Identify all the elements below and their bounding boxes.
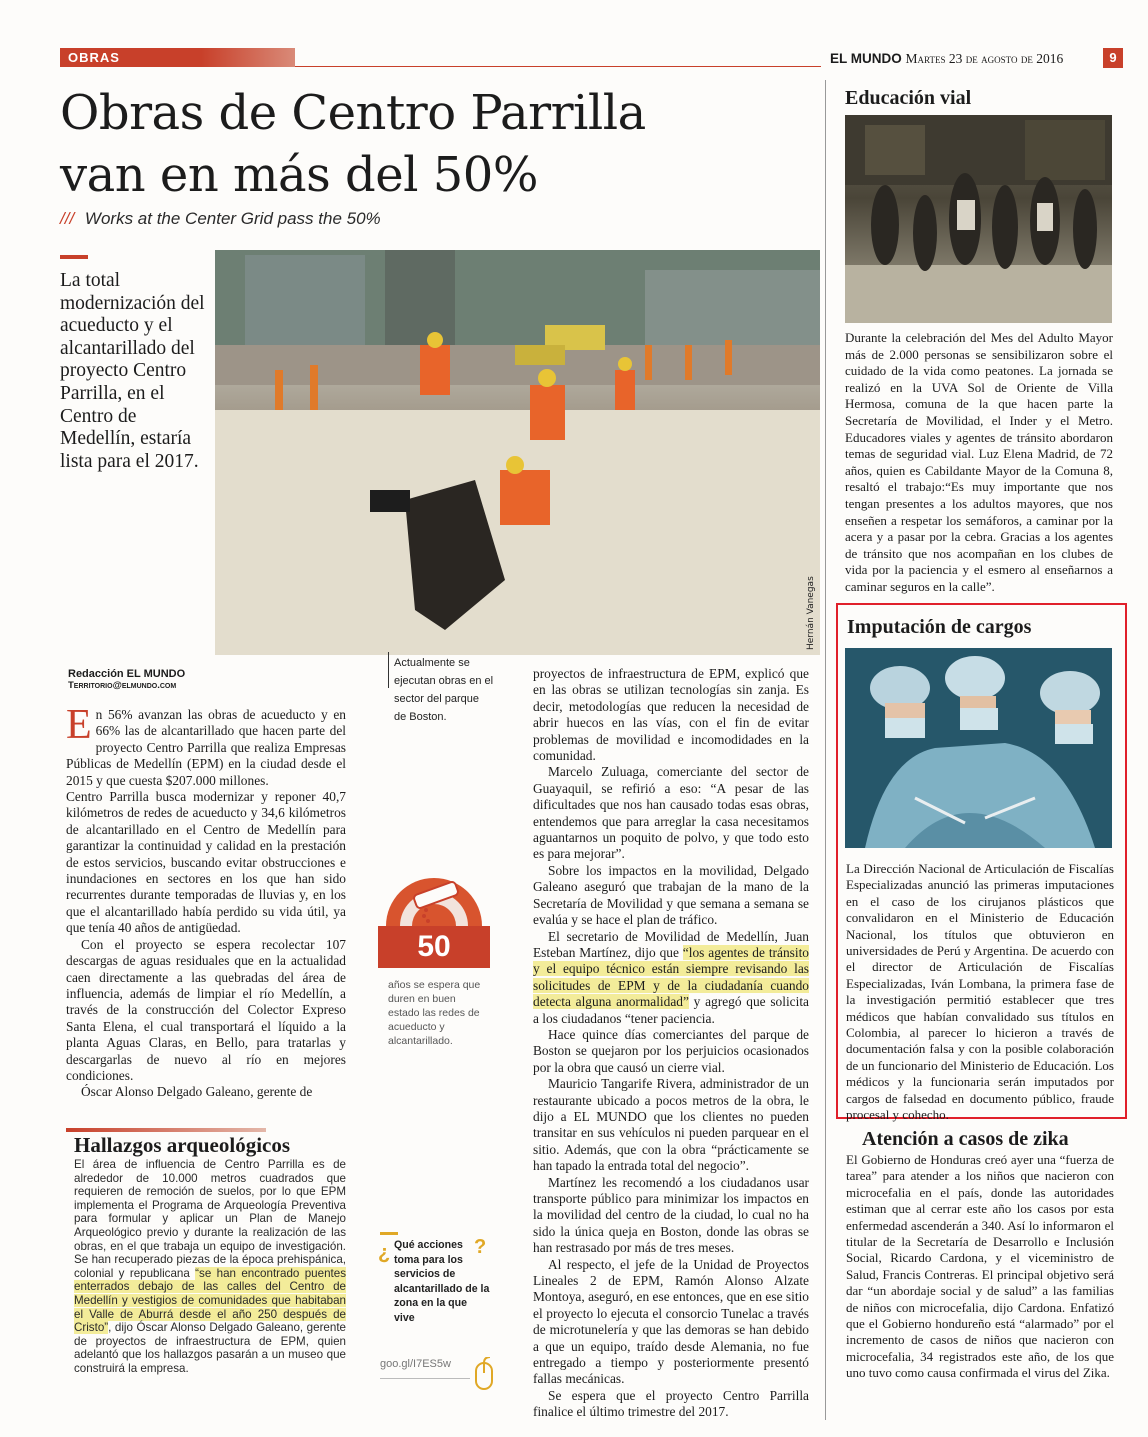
question-text: Qué acciones toma para los servicios de alcantarillado de la zona en la que vive	[394, 1239, 490, 1324]
mouse-icon	[474, 1357, 494, 1391]
paragraph: Con el proyecto se espera recolectar 107 descargas de aguas residuales que en la actualidad caen directamente a las quebradas del área de influencia, además de limpiar el río Medellín, a través de la construcción del Colector Expreso Santa Elena, el cual transportará el líquido a la planta Aguas Claras, en Bello, para tratarlas y descargarlas de nuevo al río en mejores condiciones.	[66, 936, 346, 1083]
paragraph: Martínez les recomendó a los ciudadanos usar transporte público para minimizar los impactos en la movilidad del centro de la ciudad, lo cual no ha sido la única queja en Boston, donde las obras se han restrasado por más de tres meses.	[533, 1174, 809, 1256]
zika-title: Atención a casos de zika	[862, 1128, 1069, 1150]
paragraph: Hace quince días comerciantes del parque de Boston se quejaron por los perjuicios ocasionados por la obra que causó un cierre vial.	[533, 1026, 809, 1075]
byline-email: Territorio@elmundo.com	[68, 680, 177, 691]
page-number-value: 9	[1109, 50, 1117, 65]
column-divider	[825, 80, 826, 1420]
headline-line-1: Obras de Centro Parrilla	[60, 85, 646, 141]
question-link[interactable]: goo.gl/I7ES5w	[380, 1358, 451, 1370]
pedestrians-photo	[845, 115, 1112, 323]
headline	[60, 82, 820, 206]
paragraph: E n 56% avanzan las obras de acueducto y en 66% las de alcantarillado que hacen parte del proyecto Centro Parrilla que realiza Empresas Públicas de Medellín (EPM) en la ciudad desde el 2015 y que cuesta $207.000 millones.	[66, 702, 346, 788]
question-rule	[380, 1232, 398, 1235]
paragraph: Centro Parrilla busca modernizar y reponer 40,7 kilómetros de redes de acueducto y 34,6 kilómetros de alcantarillado en el Centro de Medellín para garantizar la continuidad y calidad en la prestación de estos servicios, buscando evitar obstrucciones e inundaciones en sectores en los que han sido recurrentes durante temporadas de lluvias y, en los que el alcantarillado había perdido su vida útil, ya que tenía 40 años de antigüedad.	[66, 789, 346, 936]
link-underline	[380, 1378, 470, 1379]
surgeons-photo	[845, 648, 1112, 848]
photo-credit: Hernán Vanegas	[806, 576, 816, 650]
question-box	[376, 1232, 491, 1328]
section-rule	[295, 66, 821, 67]
vial-text: Durante la celebración del Mes del Adulto Mayor más de 2.000 personas se sensibilizaron sobre el cuidado de la vida como peatones. La jornada se realizó en la UVA Sol de Oriente de Villa Hermosa, comuna de la que hacen parte la Secretaría de Movilidad, el Inder y el Metro. Educadores viales y agentes de tránsito abordaron temas de seguridad vial. Luz Elena Madrid, de 72 años, quien es Cabildante Mayor de la Comuna 8, resaltó el trabajo:“Es muy importante que nos tengan presentes a los adultos mayores, que nos enseñen a respetar los semáforos, a caminar por la acera y a pasar por la cebra. Gracias a los agentes de tránsito que nos acompañan en los clubes de vida por la paciencia y el esmero al enseñarnos a caminar seguros en la calle”.	[845, 330, 1113, 594]
byline-author: Redacción EL MUNDO	[68, 668, 186, 680]
cargos-title: Imputación de cargos	[847, 616, 1032, 638]
article-column-1	[66, 702, 346, 1101]
highlighted-quote: “se han encontrado puentes enterrados debajo de las calles del Centro de Medellín y vestigios de comunidades que habitaban el Valle de Aburrá desde el año 250 después de Cristo”	[74, 1266, 346, 1335]
stat-graphic	[378, 830, 490, 980]
hallazgos-title: Hallazgos arqueológicos	[74, 1133, 291, 1157]
construction-photo-art	[215, 250, 820, 655]
stat-text: años se espera que duren en buen estado las redes de acueducto y alcantarillado.	[388, 979, 481, 1047]
highlighted-quote: “los agentes de tránsito y el equipo técnico están siempre revisando las solicitudes de EPM y de la ciudadanía cuando detecta alguna anormalidad”	[533, 944, 809, 1010]
construction-photo	[215, 250, 820, 655]
caption-rule	[388, 652, 389, 688]
paragraph: El secretario de Movilidad de Medellín, Juan Esteban Martínez, dijo que “los agentes de tránsito y el equipo técnico están siempre revisando las solicitudes de EPM y de la ciudadanía cuando detecta alguna anormalidad” y agregó que solicita a los ciudadanos “tener paciencia.	[533, 928, 809, 1026]
stat-number: 50	[417, 930, 451, 963]
masthead	[830, 50, 1100, 68]
vial-title: Educación vial	[845, 87, 972, 109]
photo-caption: Actualmente se ejecutan obras en el sector del parque de Boston.	[394, 657, 494, 723]
subtitle-slashes: ///	[60, 209, 75, 228]
paragraph: Mauricio Tangarife Rivera, administrador de un restaurante ubicado a pocos metros de la obra, le dijo a EL MUNDO que los clientes no pueden transitar en sus vehículos ni pueden parquear en el sitio. Además, que con la obra “prácticamente se han tapado la entrada total del negocio”.	[533, 1076, 809, 1174]
hallazgos-box	[66, 1128, 346, 1420]
subtitle-text: Works at the Center Grid pass the 50%	[84, 209, 381, 228]
subtitle	[60, 209, 660, 229]
article-column-3	[533, 666, 809, 1421]
zika-text: El Gobierno de Honduras creó ayer una “fuerza de tarea” para atender a los niños que nacieron con microcefalia en el país, donde las autoridades estiman que al cerrar este año los casos por esta enfermedad ascenderán a 340. Así lo informaron el titular de la Secretaría de Desarrollo e Inclusión Social, Ricardo Cardona, y el viceministro de Salud, Francis Contreras. El principal objetivo será dar “un abordaje social y de salud” a las familias de niños con microcefalia, dijo Cardona. Enfatizó que el Gobierno hondureño está “alarmado” por el incremento de casos de niños que nacieron con microcefalia, 34 registrados este año, de los que uno tuvo como causa confirmada el virus del Zika.	[846, 1152, 1114, 1381]
question-open-mark: ¿	[378, 1242, 391, 1264]
lede-rule	[60, 255, 88, 259]
byline	[68, 668, 298, 691]
paragraph: Al respecto, el jefe de la Unidad de Proyectos Lineales 2 de EPM, Ramón Alonso Alzate Montoya, aseguró, en ese entonces, que en ese sitio el proyecto lo ejecuta el consorcio Tunelac a través de microtunelería y que las demoras se han debido a que un equipo, traído desde Alemania, no fue entregado a tiempo y posteriormente presentó fallas mecánicas.	[533, 1256, 809, 1387]
hallazgos-text: El área de influencia de Centro Parrilla es de alrededor de 10.000 metros cuadrados que requieren de remoción de suelos, por lo que EPM implementa el Programa de Arqueología Preventiva para formular y aplicar un Plan de Manejo Arqueológico previo y durante la realización de las obras, en el que trabaja un equipo de investigación. Se han recuperado piezas de la época prehispánica, colonial y republicana “se han encontrado puentes enterrados debajo de las calles del Centro de Medellín y vestigios de comunidades que habitaban el Valle de Aburrá desde el año 250 después de Cristo”, dijo Óscar Alonso Delgado Galeano, gerente de proyectos de infraestructura de EPM, quien adelantó que los hallazgos pasarán a un museo que construirá la empresa.	[74, 1158, 346, 1375]
section-label: OBRAS	[68, 50, 120, 65]
issue-date: Martes 23 de agosto de 2016	[905, 51, 1064, 66]
paragraph: Sobre los impactos en la movilidad, Delgado Galeano aseguró que trabajan de la mano de la Secretaría de Movilidad y que semana a semana se evalúa y se hace el plan de tráfico.	[533, 862, 809, 928]
page-number	[1103, 48, 1123, 68]
question-close-mark: ?	[474, 1236, 487, 1258]
cargos-text: La Dirección Nacional de Articulación de Fiscalías Especializadas anunció las primeras imputaciones en el caso de los cirujanos plásticos que convalidaron en el Ministerio de Educación Nacional, los títulos que obtuvieron en universidades de Perú y Argentina. De acuerdo con el director de Articulación de Fiscalías Especializadas, Iván Lombana, la primera fase de la investigación permitió establecer que tres médicos que habían convalidado sus títulos en Colombia, al parecer lo hicieron a través de documentación falsa y con la posible colaboración de un funcionario del Ministerio de Educación. Los médicos y la funcionaria serán imputados por cargos de falsedad en documento público, fraude procesal y cohecho.	[846, 861, 1114, 1123]
drop-cap: E	[66, 702, 92, 748]
hallazgos-rule	[66, 832, 346, 837]
headline-line-2: van en más del 50%	[60, 147, 538, 203]
section-tag	[60, 48, 295, 67]
lede: La total modernización del acueducto y el alcantarillado del proyecto Centro Parrilla, en el Centro de Medellín, estaría lista para el 2017.	[60, 270, 205, 472]
paragraph: proyectos de infraestructura de EPM, explicó que en las obras se utilizan tecnologías sin zanja. Es decir, metodologías que reducen la necesidad de abrir huecos en las vías, con el fin de evitar problemas de movilidad e incomodidades en la comunidad.	[533, 666, 809, 764]
paragraph: Se espera que el proyecto Centro Parrilla finalice el último trimestre del 2017.	[533, 1387, 809, 1420]
paragraph: Marcelo Zuluaga, comerciante del sector de Guayaquil, se refirió a eso: “A pesar de las dificultades que nos han causado todas esas obras, entendemos que para arreglar la casa necesitamos aguantarnos un poquito de polvo, y que todo esto es para mejorar”.	[533, 764, 809, 862]
paper-name: EL MUNDO	[830, 51, 902, 66]
paragraph: Óscar Alonso Delgado Galeano, gerente de	[81, 1084, 313, 1100]
